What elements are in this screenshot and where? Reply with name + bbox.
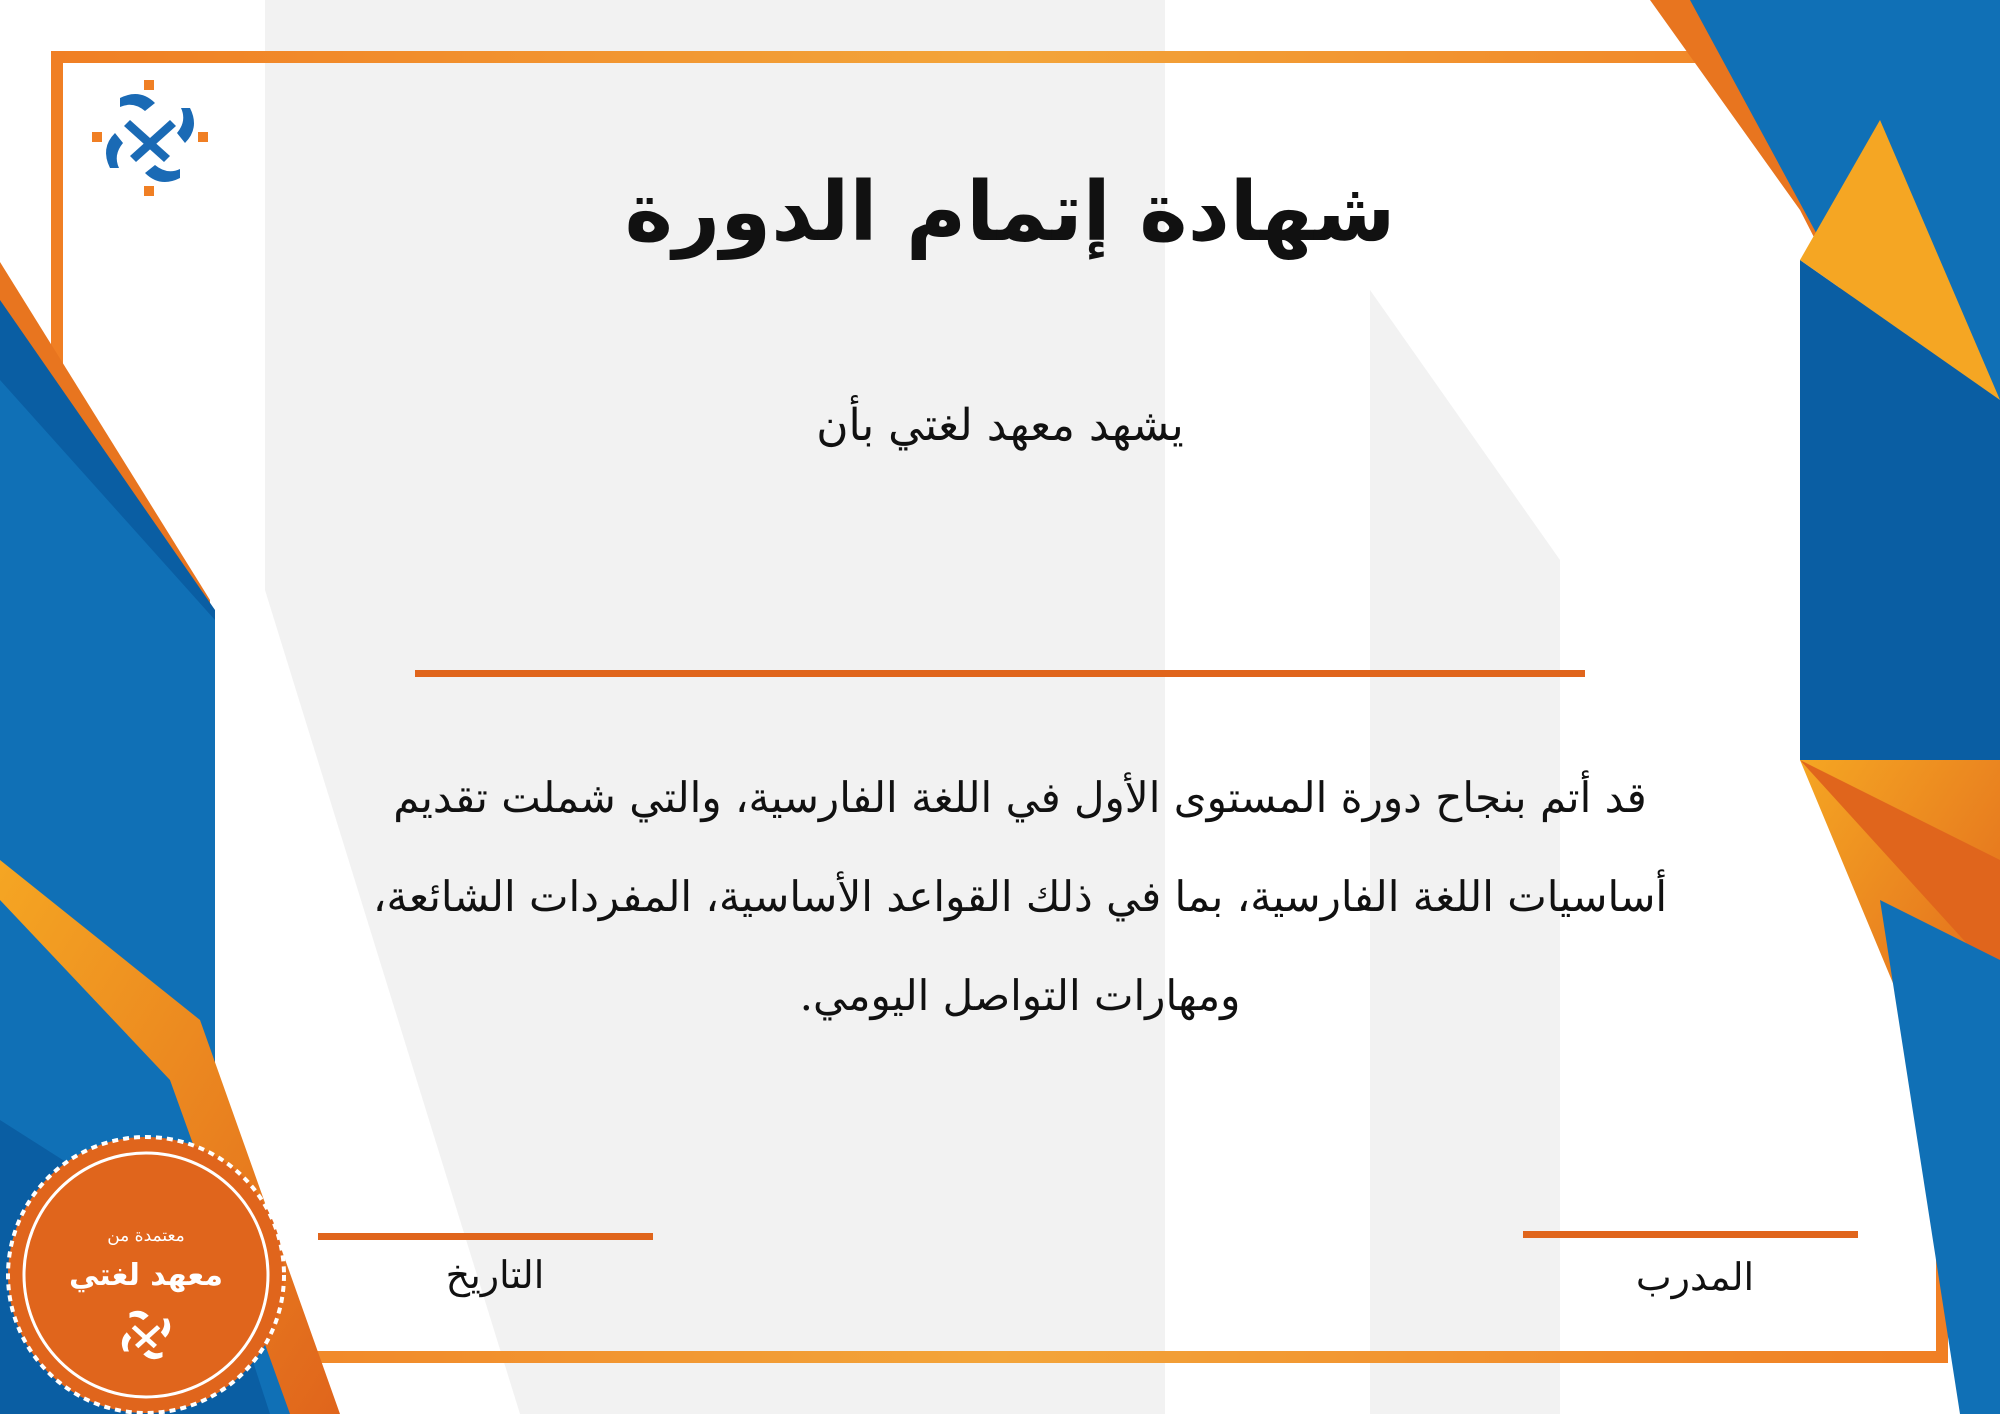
trainer-signature-line xyxy=(1523,1231,1858,1238)
name-line xyxy=(415,670,1585,677)
seal-institute-name: معهد لغتي xyxy=(69,1258,223,1293)
certificate-intro: يشهد معهد لغتي بأن xyxy=(816,400,1184,451)
seal-accredited-text: معتمدة من xyxy=(107,1226,185,1246)
institute-logo-icon xyxy=(92,80,208,196)
date-label: التاريخ xyxy=(445,1253,545,1297)
date-signature-line xyxy=(318,1233,653,1240)
certificate-title: شهادة إتمام الدورة xyxy=(624,165,1396,260)
right-decoration xyxy=(1650,0,2000,1414)
trainer-label: المدرب xyxy=(1635,1255,1755,1299)
certificate-body: قد أتم بنجاح دورة المستوى الأول في اللغة الفارسية، والتي شملت تقديم أساسيات اللغة الفارسية، بما في ذلك القواعد الأساسية، المفردات الشائعة، ومهارات التواصل اليومي. xyxy=(372,773,1668,1020)
